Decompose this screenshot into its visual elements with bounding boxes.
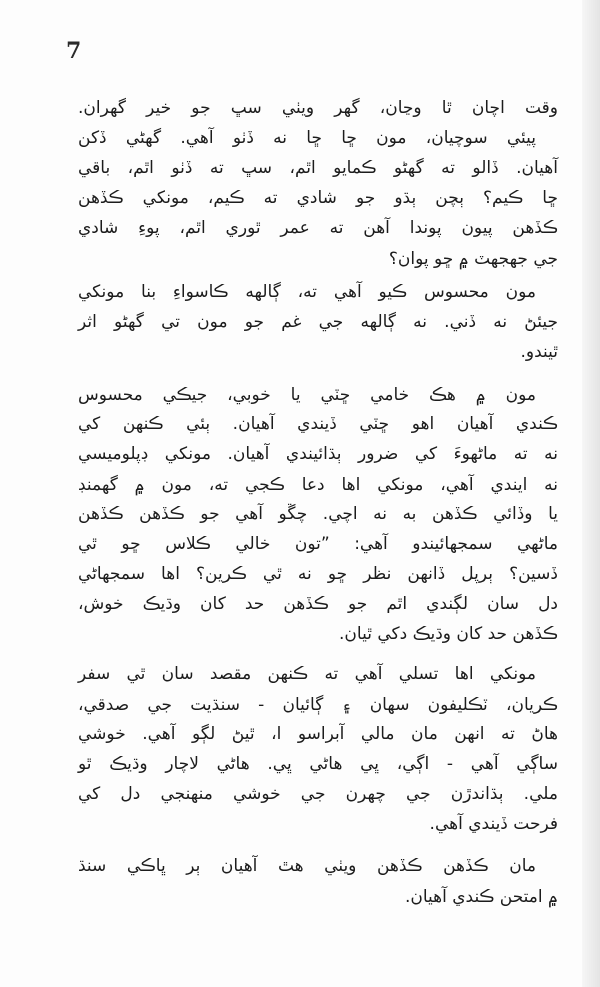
text-line: مونکي اها تسلي آهي ته ڪنهن مقصد سان ٿي سفر (78, 664, 536, 684)
text-line: هاڻ ته انهن مان مالي آبراسو ا، ٿيڻ لڳو آهي. خوشي (78, 724, 558, 744)
text-line: آهيان. ڏالو ته گهڻو ڪمايو اٿم، سڀ ته ڏٺو اٿم، باقي (78, 158, 558, 178)
text-line: ساڳي آهي - اڳي، ڀي هاڻي ڀي. هاڻي لاچار وڌيڪ ٿو (78, 754, 558, 774)
text-line: ماڻهي سمجهائيندو آهي: ”تون خالي ڪلاس ڇو ٿي (78, 534, 558, 554)
text-line: ۾ امتحن ڪندي آهيان. (404, 887, 558, 907)
text-line: ڪڏهن پيون پوندا آهن ته عمر ٿوري اٿم، پوءِ شادي (78, 218, 558, 238)
text-line: ڏسين؟ ٻرپل ڏانهن نظر ڇو نه ٿي ڪرين؟ اها سمجهاڻي (78, 564, 558, 584)
text-line: ٿيندو. (520, 342, 558, 362)
text-line: فرحت ڏيندي آهي. (429, 814, 558, 834)
page-number: 7 (66, 38, 82, 64)
text-line: پيئي سوچيان، مون ڇا ڇا نه ڏٺو آهي. گهڻي ڏکن (78, 128, 536, 148)
text-line: وقت اچان ٿا وڃان، گهر ويٺي سڀ جو خير گهران. (78, 98, 558, 118)
text-line: مون محسوس ڪيو آهي ته، ڳالهه ڪاسواءِ بنا مونکي (78, 282, 536, 302)
text-line: ڪندي آهيان اهو ڇٽي ڏيندي آهيان. ٻئي ڪنهن کي (78, 414, 558, 434)
text-line: جيئڻ نه ڏني. نه ڳالهه جي غم جو مون تي گهڻو اثر (78, 312, 558, 332)
text-line: ڪڏهن حد کان وڌيڪ دکي ٿيان. (339, 624, 558, 644)
text-line: نه ايندي آهي، مونکي اها دعا ڪجي ته، مون ۾ گهمنڊ (78, 475, 558, 495)
text-line: نه ته ماڻهوءَ کي ضرور ٻڌائيندي آهيان. مونکي ڊپلوميسي (78, 444, 558, 464)
text-line: مون ۾ هڪ خامي ڇٽي يا خوبي، جيڪي محسوس (78, 385, 536, 405)
text-line: يا وڏائي ڪڏهن به نه اچي. چڱو آهي جو ڪڏهن ڪڏهن (78, 504, 558, 524)
text-line: جي جهجهٽ ۾ ڇو پوان؟ (388, 249, 558, 269)
text-line: ڇا ڪيم؟ ٻچن ٻڌو جو شادي ته ڪيم، مونکي ڪڏهن (78, 188, 558, 208)
text-line: ملي. ٻڌاندڙن جي چهرن جي خوشي منهنجي دل کي (78, 784, 558, 804)
text-line: مان ڪڏهن ڪڏهن ويٺي هٿ آهيان ٻر ڀاڪي سنڌ (78, 856, 536, 876)
text-line: دل سان لڳندي اٿم جو ڪڏهن حد کان وڌيڪ خوش، (78, 594, 558, 614)
text-line: ڪريان، ٽڪليفون سهان ۽ ڳائيان - سنڌيت جي صدقي، (78, 695, 558, 715)
page-edge-shadow (582, 0, 600, 987)
